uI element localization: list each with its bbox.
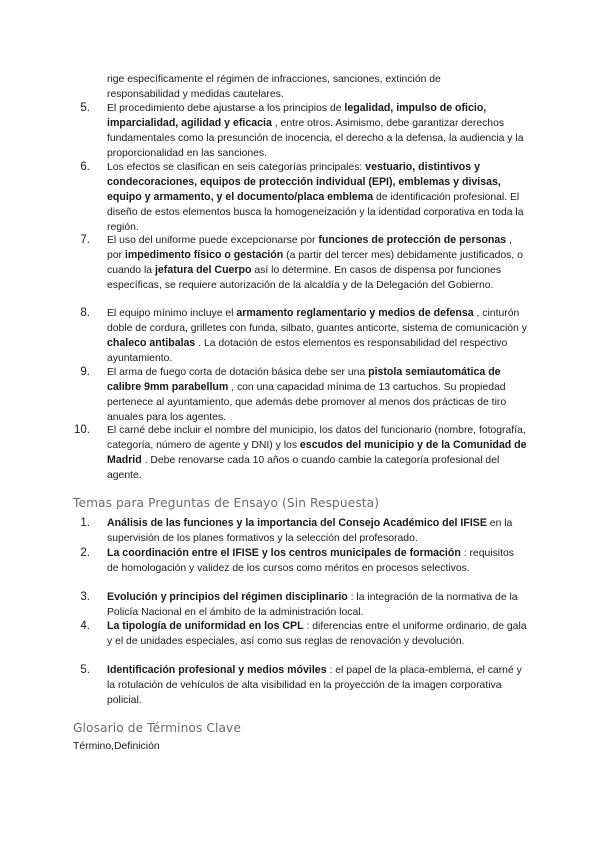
bold-term: funciones de protección de personas (318, 234, 507, 246)
bold-term: Análisis de las funciones y la importancia del Consejo Académico del IFISE (107, 517, 487, 529)
list-item-text (107, 590, 527, 620)
list-item-number: 7. (80, 234, 90, 246)
list-item-number: 6. (80, 161, 90, 173)
bold-term: Identificación profesional y medios móviles (107, 664, 327, 676)
list-item-number: 5. (80, 102, 90, 114)
list-item-number: 9. (80, 366, 90, 378)
list-item-text (107, 365, 527, 425)
text-run: rige específicamente el régimen de infracciones, sanciones, extinción de responsabilidad y medidas cautelares. (107, 74, 441, 101)
list-item-number: 8. (80, 307, 90, 319)
bold-term: chaleco antibalas (107, 337, 196, 350)
text-run: El carné debe incluir el nombre del municipio, los datos del funcionario (nombre, fotografía, categoría, número de agente y DNI) y los (107, 425, 526, 452)
text-run: : la integración de la normativa de la Policía Nacional en el ámbito de la administración local. (107, 592, 518, 619)
list-item-text (107, 101, 527, 161)
bold-term: pistola semiautomática de calibre 9mm parabellum (107, 366, 501, 394)
text-run: . Debe renovarse cada 10 años o cuando cambie la categoría profesional del agente. (107, 455, 500, 482)
bold-term: La coordinación entre el IFISE y los centros municipales de formación (107, 547, 461, 559)
text-run: : diferencias entre el uniforme ordinario, de gala y el de unidades especiales, así como sus reglas de renovación y devolución. (107, 621, 527, 648)
section-heading-glossary: Glosario de Términos Clave (73, 721, 241, 735)
bold-term: jefatura del Cuerpo (154, 264, 252, 277)
text-run: , por (107, 235, 512, 262)
list-item-text (107, 72, 487, 102)
list-item-number: 10. (74, 424, 90, 436)
section-heading-essay: Temas para Preguntas de Ensayo (Sin Respuesta) (73, 496, 380, 510)
list-item-text (107, 160, 527, 235)
bold-term: Evolución y principios del régimen disciplinario (107, 591, 348, 603)
text-run: El procedimiento debe ajustarse a los principios de (107, 103, 345, 114)
text-run: Los efectos se clasifican en seis categorías principales: (107, 162, 366, 173)
bold-term: armamento reglamentario y medios de defensa (236, 307, 474, 319)
list-item-text (107, 306, 527, 366)
list-item-text (107, 619, 527, 649)
text-run: de identificación profesional. El diseño de estos elementos busca la homogeneización y la identidad corporativa en toda la región. (107, 192, 524, 234)
list-item-number: 2. (80, 547, 90, 559)
text-run: , con una capacidad mínima de 13 cartuchos. Su propiedad pertenece al ayuntamiento, que además debe promover al menos dos prácticas de tiro anuales para los agentes. (107, 382, 507, 424)
text-run: así lo determine. En casos de dispensa por funciones específicas, se requiere autorización de la alcaldía y de la Delegación del Gobierno. (107, 265, 502, 292)
list-item-number: 4. (80, 620, 90, 632)
list-item-text (107, 516, 529, 546)
bold-term: impedimento físico o gestación (124, 249, 284, 262)
list-item-text (107, 233, 527, 293)
bold-term: La tipología de uniformidad en los CPL (107, 620, 304, 632)
bold-term: legalidad, impulso de oficio, imparcialidad, agilidad y eficacia (107, 102, 487, 130)
text-run: : requisitos de homologación y validez de los cursos como méritos en procesos selectivos. (107, 548, 514, 575)
text-run: El arma de fuego corta de dotación básica debe ser una (107, 367, 369, 378)
bold-term: escudos del municipio y de la Comunidad de Madrid (107, 439, 527, 467)
text-run: , entre otros. Asimismo, debe garantizar derechos fundamentales como la presunción de inocencia, el derecho a la defensa, la audiencia y la proporcionalidad en las sanciones. (107, 118, 524, 160)
text-run: (a partir del tercer mes) debidamente justificados, o cuando la (107, 250, 523, 277)
text-run: : el papel de la placa-emblema, el carné y la rotulación de vehículos de alta visibilidad en la proyección de la imagen corporativa policial. (107, 665, 522, 707)
list-item-number: 5. (80, 664, 90, 676)
text-run: El uso del uniforme puede excepcionarse por (107, 235, 319, 246)
text-run: El equipo mínimo incluye el (107, 308, 237, 319)
text-run: . La dotación de estos elementos es responsabilidad del respectivo ayuntamiento. (107, 338, 508, 365)
list-item-text (107, 663, 527, 708)
list-item-number: 1. (80, 517, 90, 529)
text-run: en la supervisión de los planes formativos y la selección del profesorado. (107, 518, 513, 545)
list-item-text (107, 423, 527, 483)
bold-term: vestuario, distintivos y condecoraciones, equipos de protección individual (EPI), emblemas y divisas, equipo y armamento, y el documento/placa emblema (107, 161, 501, 204)
list-item-number: 3. (80, 591, 90, 603)
glossary-header-row: Término,Definición (73, 741, 160, 752)
text-run: , cinturón doble de cordura, grilletes con funda, silbato, guantes anticorte, sistema de comunicación y (107, 308, 527, 335)
list-item-text (107, 546, 527, 576)
